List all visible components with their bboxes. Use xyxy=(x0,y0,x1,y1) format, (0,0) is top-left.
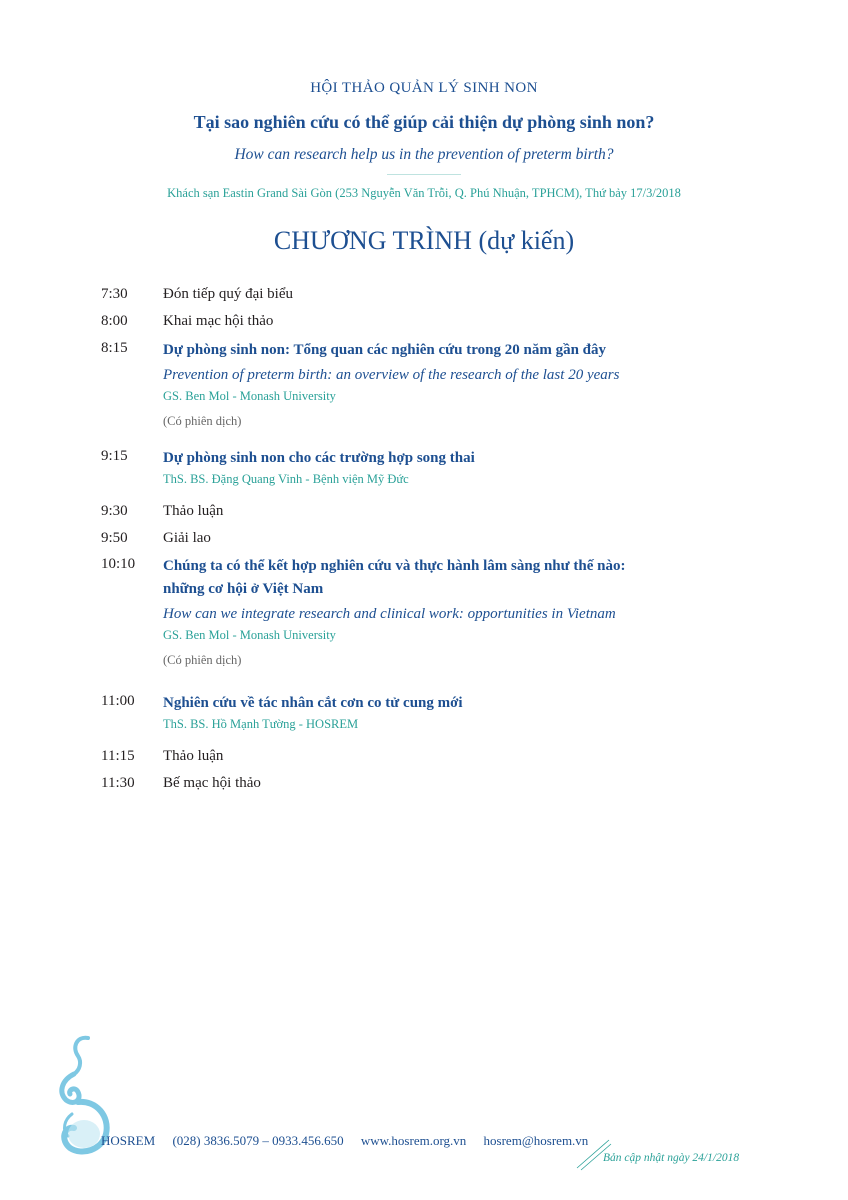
footer-website-link[interactable]: www.hosrem.org.vn xyxy=(360,1133,467,1148)
title-vietnamese: Tại sao nghiên cứu có thể giúp cải thiện dự phòng sinh non? xyxy=(193,112,655,132)
session-title: Dự phòng sinh non cho các trường hợp song thai xyxy=(163,450,475,466)
schedule-time: 7:30 xyxy=(101,286,128,302)
schedule-title: Bế mạc hội thảo xyxy=(163,775,261,791)
program-heading: CHƯƠNG TRÌNH (dự kiến) xyxy=(273,226,575,255)
session-title-english: How can we integrate research and clinical work: opportunities in Vietnam xyxy=(163,606,616,622)
footer-phone: (028) 3836.5079 – 0933.456.650 xyxy=(172,1133,344,1148)
session-title-continued: những cơ hội ở Việt Nam xyxy=(163,581,324,597)
schedule-time: 9:15 xyxy=(101,448,128,464)
schedule-title: Thảo luận xyxy=(163,503,224,519)
schedule-title: Thảo luận xyxy=(163,748,224,764)
session-speaker: ThS. BS. Hồ Mạnh Tường - HOSREM xyxy=(163,717,359,731)
venue-info: Khách sạn Eastin Grand Sài Gòn (253 Nguyễn Văn Trỗi, Q. Phú Nhuận, TPHCM), Thứ bảy 17/3/2018 xyxy=(167,186,681,200)
schedule-time: 11:00 xyxy=(101,693,135,709)
session-speaker: GS. Ben Mol - Monash University xyxy=(163,389,336,403)
event-label: HỘI THẢO QUẢN LÝ SINH NON xyxy=(310,80,538,96)
schedule-title: Đón tiếp quý đại biểu xyxy=(163,286,293,302)
schedule-title: Khai mạc hội thảo xyxy=(163,313,274,329)
session-speaker: ThS. BS. Đặng Quang Vinh - Bệnh viện Mỹ Đức xyxy=(163,472,409,486)
schedule-time: 8:00 xyxy=(101,313,128,329)
footer-contact xyxy=(101,1133,602,1149)
session-title: Nghiên cứu về tác nhân cắt cơn co tử cung mới xyxy=(163,695,463,711)
session-title: Chúng ta có thể kết hợp nghiên cứu và thực hành lâm sàng như thế nào: xyxy=(163,558,626,574)
schedule-time: 11:15 xyxy=(101,748,135,764)
update-date: Bản cập nhật ngày 24/1/2018 xyxy=(603,1152,740,1164)
schedule-time: 9:50 xyxy=(101,530,128,546)
footer-org: HOSREM xyxy=(101,1133,156,1148)
title-divider xyxy=(387,174,461,175)
interpretation-note: (Có phiên dịch) xyxy=(163,653,242,667)
schedule-time: 10:10 xyxy=(101,556,136,572)
session-speaker: GS. Ben Mol - Monash University xyxy=(163,628,336,642)
footer-email-link[interactable]: hosrem@hosrem.vn xyxy=(483,1133,589,1148)
schedule-time: 8:15 xyxy=(101,340,128,356)
schedule-title: Giải lao xyxy=(163,530,211,546)
session-title: Dự phòng sinh non: Tổng quan các nghiên cứu trong 20 năm gần đây xyxy=(163,342,606,358)
interpretation-note: (Có phiên dịch) xyxy=(163,414,242,428)
schedule-time: 11:30 xyxy=(101,775,135,791)
session-title-english: Prevention of preterm birth: an overview of the research of the last 20 years xyxy=(163,367,620,383)
title-english: How can research help us in the prevention of preterm birth? xyxy=(234,146,614,163)
schedule-time: 9:30 xyxy=(101,503,128,519)
